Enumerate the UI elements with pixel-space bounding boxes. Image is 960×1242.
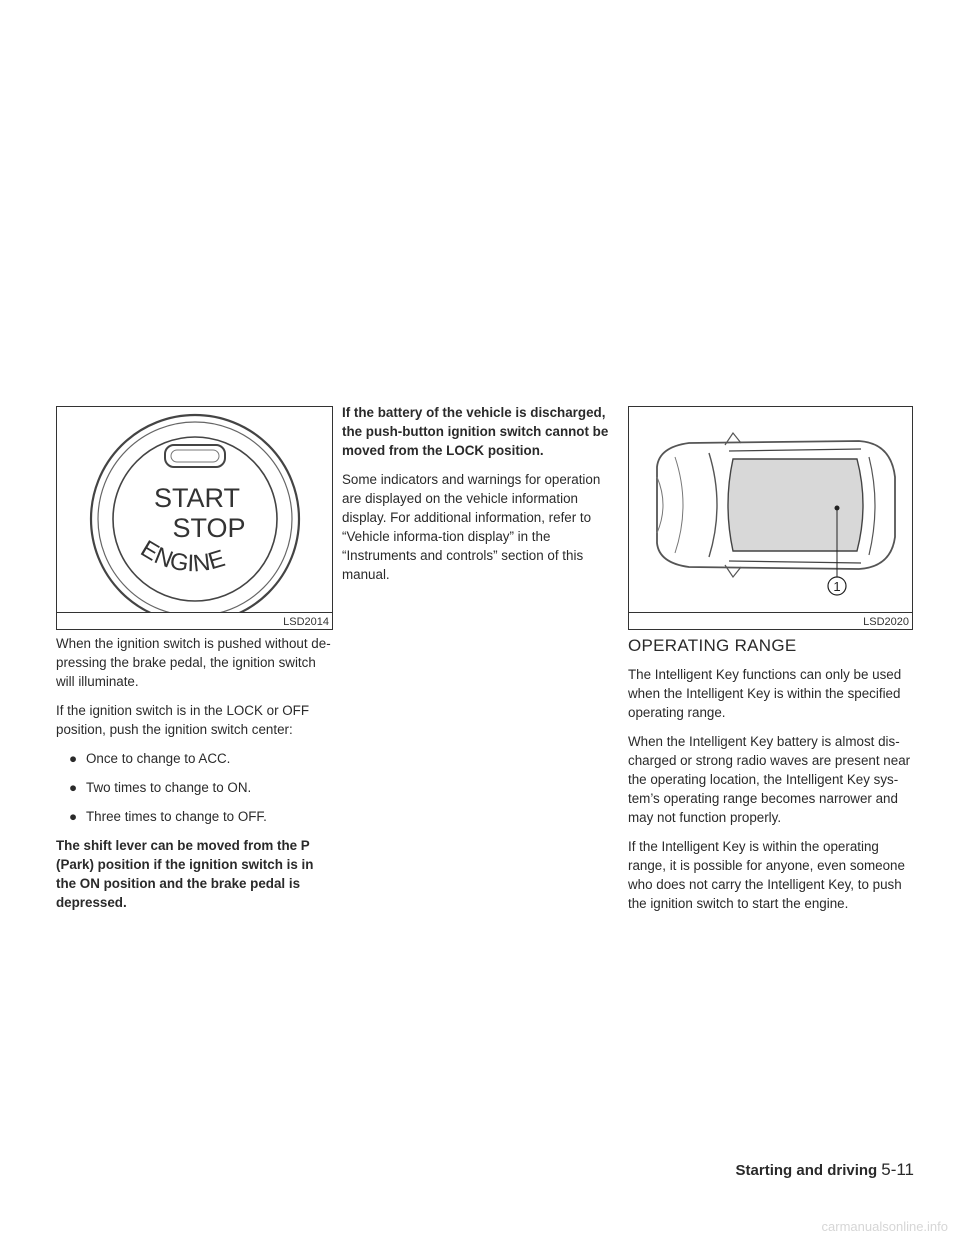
watermark: carmanualsonline.info bbox=[821, 1219, 948, 1234]
button-stop-text: STOP bbox=[172, 513, 246, 543]
footer-section-title: Starting and driving bbox=[735, 1162, 878, 1179]
bullet-list bbox=[56, 749, 334, 826]
column-middle bbox=[342, 403, 618, 594]
list-item: ● Three times to change to OFF. bbox=[69, 809, 267, 824]
paragraph: Some indicators and warnings for operation are displayed on the vehicle information display. For additional information, refer to “Vehicle informa-tion display” in the “Instruments and controls” section of this manual. bbox=[342, 472, 601, 582]
start-stop-button-illustration bbox=[57, 407, 332, 613]
figure-start-stop-button bbox=[56, 406, 333, 630]
column-left bbox=[56, 634, 334, 922]
bullet-icon: ● bbox=[69, 809, 78, 824]
bold-paragraph: The shift lever can be moved from the P (Park) position if the ignition switch is in the ON position and the brake pedal is depressed. bbox=[56, 838, 314, 910]
figure-operating-range bbox=[628, 406, 913, 630]
list-item: ● Two times to change to ON. bbox=[69, 780, 252, 795]
column-right bbox=[628, 636, 914, 923]
page-footer bbox=[736, 1160, 914, 1180]
figure-label: LSD2014 bbox=[283, 616, 329, 628]
section-heading: OPERATING RANGE bbox=[628, 636, 797, 655]
paragraph: The Intelligent Key functions can only be used when the Intelligent Key is within the specified operating range. bbox=[628, 667, 902, 720]
bullet-icon: ● bbox=[69, 751, 78, 766]
list-item: ● Once to change to ACC. bbox=[69, 751, 231, 766]
button-start-text: START bbox=[153, 483, 241, 513]
page-number: 5-11 bbox=[881, 1160, 914, 1179]
paragraph: When the ignition switch is pushed without de-pressing the brake pedal, the ignition switch will illuminate. bbox=[56, 636, 331, 689]
button-engine-text: ENGINE bbox=[135, 535, 229, 578]
bold-paragraph: If the battery of the vehicle is discharged, the push-button ignition switch cannot be moved from the LOCK position. bbox=[342, 405, 609, 458]
car-top-view-illustration bbox=[629, 407, 912, 613]
figure-label: LSD2020 bbox=[863, 616, 909, 628]
paragraph: When the Intelligent Key battery is almost dis-charged or strong radio waves are present near the operating location, the Intelligent Key sys-tem’s operating range becomes narrower and may not function properly. bbox=[628, 734, 911, 825]
paragraph: If the Intelligent Key is within the operating range, it is possible for anyone, even someone who does not carry the Intelligent Key, to push the ignition switch to start the engine. bbox=[628, 839, 905, 911]
callout-number: 1 bbox=[833, 579, 841, 594]
bullet-icon: ● bbox=[69, 780, 78, 795]
paragraph: If the ignition switch is in the LOCK or OFF position, push the ignition switch center: bbox=[56, 703, 310, 737]
